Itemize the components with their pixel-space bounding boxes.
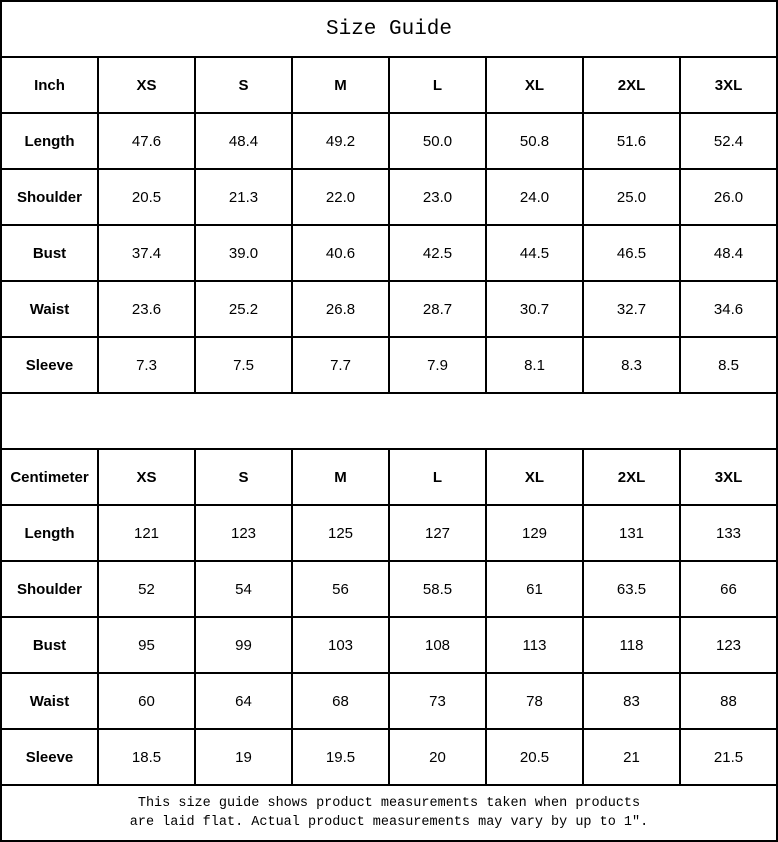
centimeter-header-row xyxy=(1,449,777,505)
size-header-m: M xyxy=(292,449,389,505)
measurement-value: 8.3 xyxy=(583,337,680,393)
unit-header-inch: Inch xyxy=(1,57,98,113)
measurement-label: Waist xyxy=(1,281,98,337)
measurement-label: Bust xyxy=(1,225,98,281)
measurement-value: 49.2 xyxy=(292,113,389,169)
measurement-value: 54 xyxy=(195,561,292,617)
measurement-value: 52.4 xyxy=(680,113,777,169)
measurement-value: 66 xyxy=(680,561,777,617)
measurement-value: 47.6 xyxy=(98,113,195,169)
table-row xyxy=(1,729,777,785)
measurement-value: 127 xyxy=(389,505,486,561)
table-row xyxy=(1,281,777,337)
measurement-value: 44.5 xyxy=(486,225,583,281)
measurement-value: 60 xyxy=(98,673,195,729)
measurement-value: 37.4 xyxy=(98,225,195,281)
measurement-value: 48.4 xyxy=(195,113,292,169)
measurement-value: 23.0 xyxy=(389,169,486,225)
measurement-value: 32.7 xyxy=(583,281,680,337)
measurement-value: 30.7 xyxy=(486,281,583,337)
table-row xyxy=(1,505,777,561)
measurement-value: 113 xyxy=(486,617,583,673)
measurement-value: 48.4 xyxy=(680,225,777,281)
size-header-l: L xyxy=(389,57,486,113)
spacer-cell xyxy=(1,393,777,449)
measurement-label: Length xyxy=(1,113,98,169)
measurement-value: 7.5 xyxy=(195,337,292,393)
measurement-label: Sleeve xyxy=(1,729,98,785)
measurement-value: 21.3 xyxy=(195,169,292,225)
measurement-value: 28.7 xyxy=(389,281,486,337)
measurement-value: 39.0 xyxy=(195,225,292,281)
measurement-value: 40.6 xyxy=(292,225,389,281)
table-row xyxy=(1,673,777,729)
measurement-value: 23.6 xyxy=(98,281,195,337)
size-header-l: L xyxy=(389,449,486,505)
measurement-value: 118 xyxy=(583,617,680,673)
measurement-value: 20.5 xyxy=(486,729,583,785)
measurement-value: 20.5 xyxy=(98,169,195,225)
spacer-row xyxy=(1,393,777,449)
unit-header-centimeter: Centimeter xyxy=(1,449,98,505)
measurement-value: 78 xyxy=(486,673,583,729)
size-header-s: S xyxy=(195,57,292,113)
table-row xyxy=(1,617,777,673)
measurement-value: 58.5 xyxy=(389,561,486,617)
size-header-xl: XL xyxy=(486,449,583,505)
measurement-value: 25.2 xyxy=(195,281,292,337)
measurement-value: 19.5 xyxy=(292,729,389,785)
table-row xyxy=(1,225,777,281)
footer-note-line1: This size guide shows product measurements taken when products xyxy=(137,796,641,811)
measurement-value: 7.9 xyxy=(389,337,486,393)
size-header-3xl: 3XL xyxy=(680,449,777,505)
measurement-value: 26.0 xyxy=(680,169,777,225)
measurement-value: 68 xyxy=(292,673,389,729)
measurement-value: 7.7 xyxy=(292,337,389,393)
measurement-value: 20 xyxy=(389,729,486,785)
measurement-value: 25.0 xyxy=(583,169,680,225)
measurement-value: 22.0 xyxy=(292,169,389,225)
measurement-value: 8.1 xyxy=(486,337,583,393)
measurement-value: 19 xyxy=(195,729,292,785)
table-row xyxy=(1,337,777,393)
measurement-value: 63.5 xyxy=(583,561,680,617)
size-header-2xl: 2XL xyxy=(583,449,680,505)
measurement-value: 83 xyxy=(583,673,680,729)
measurement-value: 133 xyxy=(680,505,777,561)
measurement-value: 50.0 xyxy=(389,113,486,169)
measurement-value: 73 xyxy=(389,673,486,729)
measurement-value: 123 xyxy=(195,505,292,561)
footer-row xyxy=(1,785,777,841)
measurement-value: 34.6 xyxy=(680,281,777,337)
measurement-value: 26.8 xyxy=(292,281,389,337)
measurement-value: 42.5 xyxy=(389,225,486,281)
size-header-2xl: 2XL xyxy=(583,57,680,113)
measurement-value: 7.3 xyxy=(98,337,195,393)
measurement-value: 46.5 xyxy=(583,225,680,281)
measurement-value: 21.5 xyxy=(680,729,777,785)
measurement-value: 103 xyxy=(292,617,389,673)
table-row xyxy=(1,113,777,169)
inch-header-row xyxy=(1,57,777,113)
measurement-value: 21 xyxy=(583,729,680,785)
measurement-value: 131 xyxy=(583,505,680,561)
measurement-label: Waist xyxy=(1,673,98,729)
measurement-value: 50.8 xyxy=(486,113,583,169)
measurement-label: Sleeve xyxy=(1,337,98,393)
measurement-value: 108 xyxy=(389,617,486,673)
measurement-value: 56 xyxy=(292,561,389,617)
measurement-value: 125 xyxy=(292,505,389,561)
measurement-label: Bust xyxy=(1,617,98,673)
size-header-xl: XL xyxy=(486,57,583,113)
measurement-label: Shoulder xyxy=(1,169,98,225)
measurement-value: 123 xyxy=(680,617,777,673)
size-header-s: S xyxy=(195,449,292,505)
measurement-value: 88 xyxy=(680,673,777,729)
measurement-value: 129 xyxy=(486,505,583,561)
title-row xyxy=(1,1,777,57)
measurement-value: 61 xyxy=(486,561,583,617)
measurement-label: Length xyxy=(1,505,98,561)
table-row xyxy=(1,561,777,617)
footer-note-line2: are laid flat. Actual product measurements may vary by up to 1″. xyxy=(129,815,649,830)
measurement-value: 24.0 xyxy=(486,169,583,225)
measurement-value: 52 xyxy=(98,561,195,617)
measurement-value: 64 xyxy=(195,673,292,729)
measurement-label: Shoulder xyxy=(1,561,98,617)
measurement-value: 51.6 xyxy=(583,113,680,169)
measurement-value: 121 xyxy=(98,505,195,561)
size-header-m: M xyxy=(292,57,389,113)
size-header-xs: XS xyxy=(98,449,195,505)
measurement-value: 18.5 xyxy=(98,729,195,785)
measurement-value: 99 xyxy=(195,617,292,673)
measurement-value: 95 xyxy=(98,617,195,673)
table-row xyxy=(1,169,777,225)
page-title: Size Guide xyxy=(1,1,777,57)
measurement-value: 8.5 xyxy=(680,337,777,393)
footer-note xyxy=(1,785,777,841)
size-header-xs: XS xyxy=(98,57,195,113)
size-header-3xl: 3XL xyxy=(680,57,777,113)
